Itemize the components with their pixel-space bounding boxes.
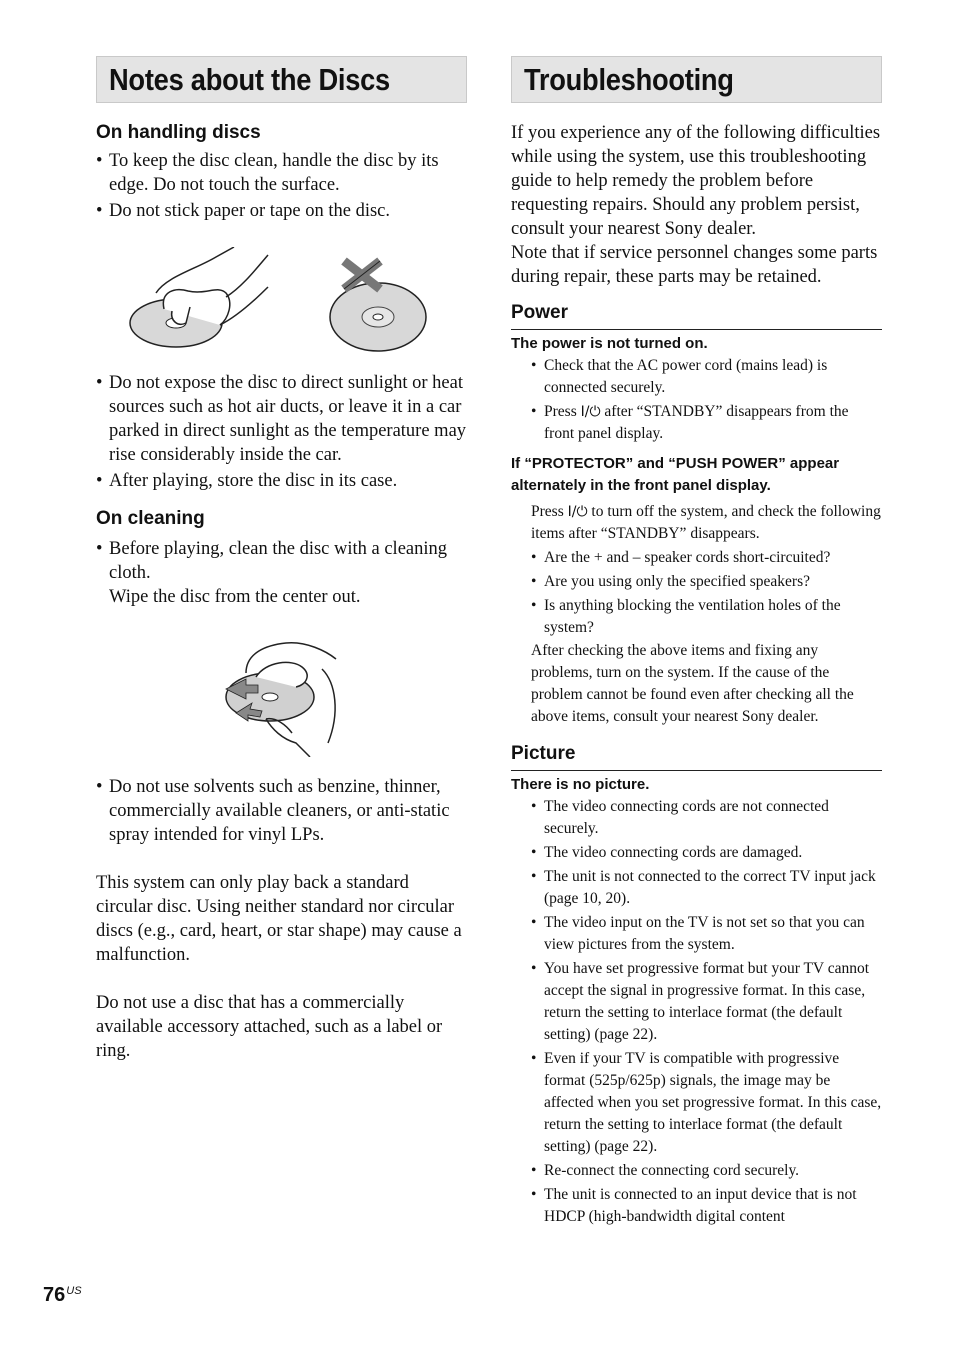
handling-list-1 [96, 149, 467, 223]
list-item: • To keep the disc clean, handle the disc by its edge. Do not touch the surface. [96, 149, 467, 197]
list-item: • Check that the AC power cord (mains lead) is connected securely. [531, 355, 882, 399]
list-item: • You have set progressive format but your TV cannot accept the signal in progressive format. In this case, return the setting to interlace format (the default setting) (page 22). [531, 958, 882, 1046]
cleaning-list-2 [96, 775, 467, 847]
protector-after-text: After checking the above items and fixing any problems, turn on the system. If the cause of the problem cannot be found even after checking all the above items, consult your nearest Sony dealer. [531, 642, 854, 725]
right-column [511, 56, 882, 1228]
list-item: • Do not use solvents such as benzine, thinner, commercially available cleaners, or anti-static spray intended for vinyl LPs. [96, 775, 467, 847]
question-protector: If “PROTECTOR” and “PUSH POWER” appear alternately in the front panel display. [511, 455, 840, 494]
cleaning-list-1 [96, 537, 467, 609]
page-number-value: 76 [43, 1284, 66, 1306]
list-item: • The unit is not connected to the correct TV input jack (page 10, 20). [531, 866, 882, 910]
list-item: • Are the + and – speaker cords short-circuited? [531, 547, 882, 569]
heading-picture: Picture [511, 742, 882, 771]
list-item: • The video input on the TV is not set so that you can view pictures from the system. [531, 912, 882, 956]
protector-instruction [511, 501, 882, 545]
section-banner-troubleshooting: Troubleshooting [511, 56, 882, 103]
page-suffix: US [66, 1285, 82, 1297]
list-item: • Do not stick paper or tape on the disc. [96, 199, 467, 223]
heading-handling-discs: On handling discs [96, 122, 261, 143]
left-column [96, 56, 467, 1063]
disc-handling-illustration-svg [96, 247, 467, 359]
power-list-1 [511, 355, 882, 445]
text-fragment: Press [544, 403, 581, 420]
list-item: • Re-connect the connecting cord securely. [531, 1160, 882, 1182]
page-number [43, 1284, 82, 1307]
intro-note: Note that if service personnel changes some parts during repair, these parts may be retained. [511, 243, 878, 287]
intro-paragraph: If you experience any of the following difficulties while using the system, use this troubleshooting guide to help remedy the problem before requesting repairs. Should any problem persist, consult your nearest Sony dealer. [511, 123, 881, 239]
list-item [531, 401, 882, 445]
disc-cleaning-illustration-svg [96, 633, 467, 757]
heading-power: Power [511, 301, 882, 330]
list-item: • The video connecting cords are damaged. [531, 842, 882, 864]
question-power-not-on: The power is not turned on. [511, 335, 708, 352]
handling-list-2 [96, 371, 467, 493]
question-no-picture: There is no picture. [511, 776, 650, 793]
power-icon: I/⏻ [567, 504, 588, 520]
list-item: • The unit is connected to an input device that is not HDCP (high-bandwidth digital content [531, 1184, 882, 1228]
list-item: • Are you using only the specified speakers? [531, 571, 882, 593]
text-fragment: Press [531, 503, 568, 520]
list-item: • The video connecting cords are not connected securely. [531, 796, 882, 840]
disc-handling-illustration [96, 247, 467, 359]
section-banner-discs: Notes about the Discs [96, 56, 467, 103]
protector-list [511, 547, 882, 639]
power-icon: I/⏻ [580, 404, 601, 420]
list-item: • Do not expose the disc to direct sunlight or heat sources such as hot air ducts, or leave it in a car parked in direct sunlight as the temperature may rise considerably inside the car. [96, 371, 467, 467]
paragraph-circular-disc: This system can only play back a standard circular disc. Using neither standard nor circular discs (e.g., card, heart, or star shape) may cause a malfunction. [96, 873, 462, 965]
list-item: • After playing, store the disc in its case. [96, 469, 467, 493]
picture-list [511, 796, 882, 1228]
list-item: • Is anything blocking the ventilation holes of the system? [531, 595, 882, 639]
list-item: • Even if your TV is compatible with progressive format (525p/625p) signals, the image may be affected when you set progressive format. In this case, return the setting to interlace format (the default setting) (page 22). [531, 1048, 882, 1158]
text-fragment: to turn off the system, and check the following items after “STANDBY” disappears. [531, 503, 881, 542]
list-item [96, 537, 467, 609]
cleaning-instruction: • Before playing, clean the disc with a cleaning cloth. [109, 539, 448, 583]
cleaning-instruction-2: Wipe the disc from the center out. [109, 587, 361, 607]
text-fragment: after “STANDBY” disappears from the front panel display. [544, 403, 849, 442]
heading-on-cleaning: On cleaning [96, 508, 205, 529]
paragraph-accessory: Do not use a disc that has a commercially available accessory attached, such as a label or ring. [96, 993, 443, 1061]
disc-cleaning-illustration [96, 633, 467, 757]
